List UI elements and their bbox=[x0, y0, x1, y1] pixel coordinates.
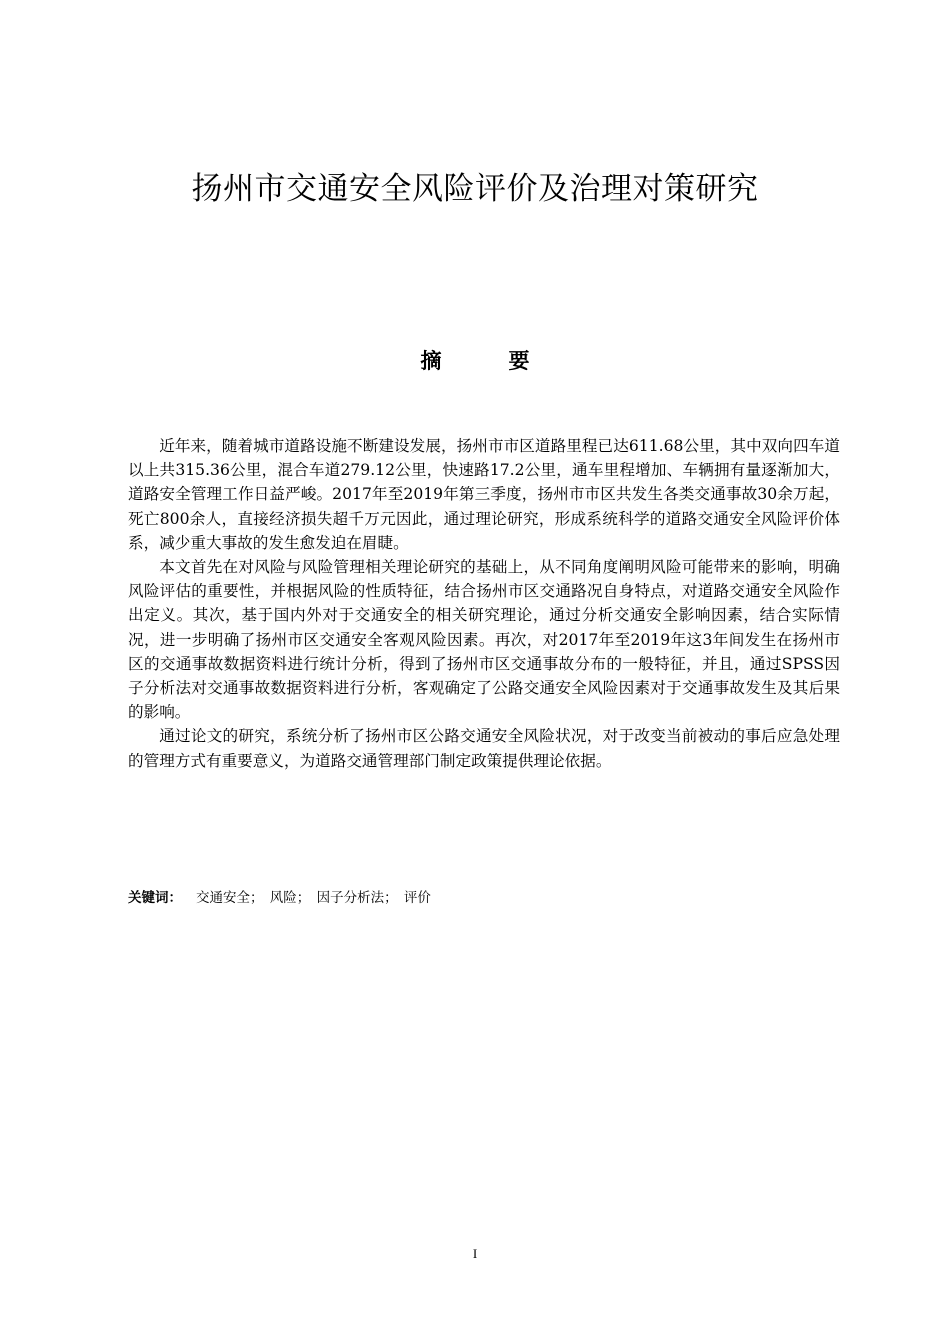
abstract-paragraph-2: 本文首先在对风险与风险管理相关理论研究的基础上，从不同角度阐明风险可能带来的影响，明确风险评估的重要性，并根据风险的性质特征，结合扬州市区交通路况自身特点，对道路交通安全风险作出定义。其次，基于国内外对于交通安全的相关研究理论，通过分析交通安全影响因素，结合实际情况，进一步明确了扬州市区交通安全客观风险因素。再次，对2017年至2019年这3年间发生在扬州市区的交通事故数据资料进行统计分析，得到了扬州市区交通事故分布的一般特征，并且，通过SPSS因子分析法对交通事故数据资料进行分析，客观确定了公路交通安全风险因素对于交通事故发生及其后果的影响。 bbox=[128, 558, 840, 722]
keyword-item: 交通安全； bbox=[196, 890, 264, 906]
abstract-paragraph-3: 通过论文的研究，系统分析了扬州市区公路交通安全风险状况，对于改变当前被动的事后应急处理的管理方式有重要意义，为道路交通管理部门制定政策提供理论依据。 bbox=[128, 727, 840, 770]
page-number: I bbox=[472, 1246, 478, 1261]
paper-title: 扬州市交通安全风险评价及治理对策研究 bbox=[191, 171, 759, 207]
keywords-label: 关键词： bbox=[128, 890, 182, 906]
keywords-line bbox=[128, 888, 840, 908]
abstract-body bbox=[128, 434, 840, 773]
keyword-item: 评价 bbox=[403, 890, 431, 906]
abstract-heading: 摘 要 bbox=[420, 349, 553, 373]
keyword-item: 因子分析法； bbox=[316, 890, 398, 906]
keyword-item: 风险； bbox=[269, 890, 311, 906]
abstract-paragraph-1: 近年来，随着城市道路设施不断建设发展，扬州市市区道路里程已达611.68公里，其中双向四车道以上共315.36公里，混合车道279.12公里，快速路17.2公里，通车里程增加、车辆拥有量逐渐加大，道路安全管理工作日益严峻。2017年至2019年第三季度，扬州市市区共发生各类交通事故30余万起，死亡800余人，直接经济损失超千万元因此，通过理论研究，形成系统科学的道路交通安全风险评价体系，减少重大事故的发生愈发迫在眉睫。 bbox=[128, 437, 840, 552]
